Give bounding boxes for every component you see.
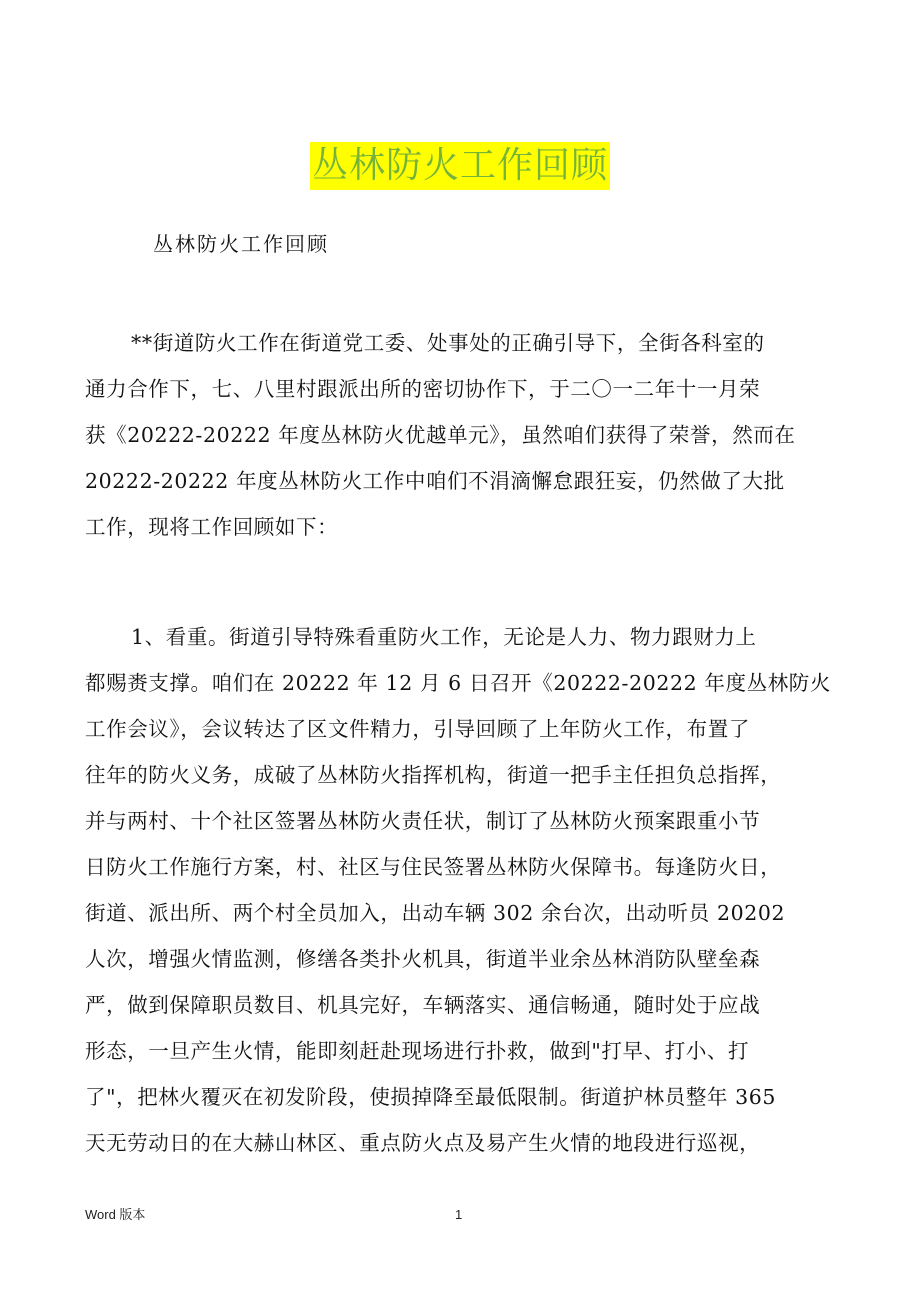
paragraph-line: 1、看重。街道引导特殊看重防火工作，无论是人力、物力跟财力上 — [131, 625, 757, 649]
document-title: 丛林防火工作回顾 — [310, 142, 610, 190]
paragraph-line: 街道、派出所、两个村全员加入，出动车辆 302 余台次，出动听员 20202 — [85, 901, 786, 925]
paragraph-intro — [85, 320, 837, 550]
paragraph-line: 工作会议》，会议转达了区文件精力，引导回顾了上年防火工作，布置了 — [85, 717, 750, 741]
paragraph-line: 并与两村、十个社区签署丛林防火责任状，制订了丛林防火预案跟重小节 — [85, 809, 761, 833]
paragraph-line: 20222-20222 年度丛林防火工作中咱们不涓滴懈怠跟狂妄，仍然做了大批 — [85, 469, 785, 493]
document-subtitle: 丛林防火工作回顾 — [153, 232, 329, 256]
paragraph-line: 工作，现将工作回顾如下： — [85, 515, 339, 539]
footer-page-number: 1 — [455, 1207, 463, 1222]
paragraph-line: 形态，一旦产生火情，能即刻赶赴现场进行扑救，做到"打早、打小、打 — [85, 1039, 750, 1063]
paragraph-line: 日防火工作施行方案，村、社区与住民签署丛林防火保障书。每逢防火日， — [85, 855, 782, 879]
paragraph-line: 获《20222-20222 年度丛林防火优越单元》，虽然咱们获得了荣誉，然而在 — [85, 423, 796, 447]
paragraph-line: 往年的防火义务，成破了丛林防火指挥机构，街道一把手主任担负总指挥， — [85, 763, 782, 787]
paragraph-line: 了"，把林火覆灭在初发阶段，使损掉降至最低限制。街道护林员整年 365 — [85, 1085, 777, 1109]
paragraph-item-1 — [85, 614, 837, 1166]
paragraph-line: 天无劳动日的在大赫山林区、重点防火点及易产生火情的地段进行巡视， — [85, 1131, 761, 1155]
paragraph-line: 严，做到保障职员数目、机具完好，车辆落实、通信畅通，随时处于应战 — [85, 993, 761, 1017]
paragraph-line: 人次，增强火情监测，修缮各类扑火机具，街道半业余丛林消防队壁垒森 — [85, 947, 761, 971]
paragraph-line: **街道防火工作在街道党工委、处事处的正确引导下，全街各科室的 — [131, 331, 765, 355]
paragraph-line: 通力合作下，七、八里村跟派出所的密切协作下，于二〇一二年十一月荣 — [85, 377, 761, 401]
title-container — [0, 142, 920, 190]
paragraph-line: 都赐赉支撑。咱们在 20222 年 12 月 6 日召开《20222-20222 年度丛林防火 — [85, 671, 832, 695]
footer-version-label: Word 版本 — [85, 1207, 146, 1222]
